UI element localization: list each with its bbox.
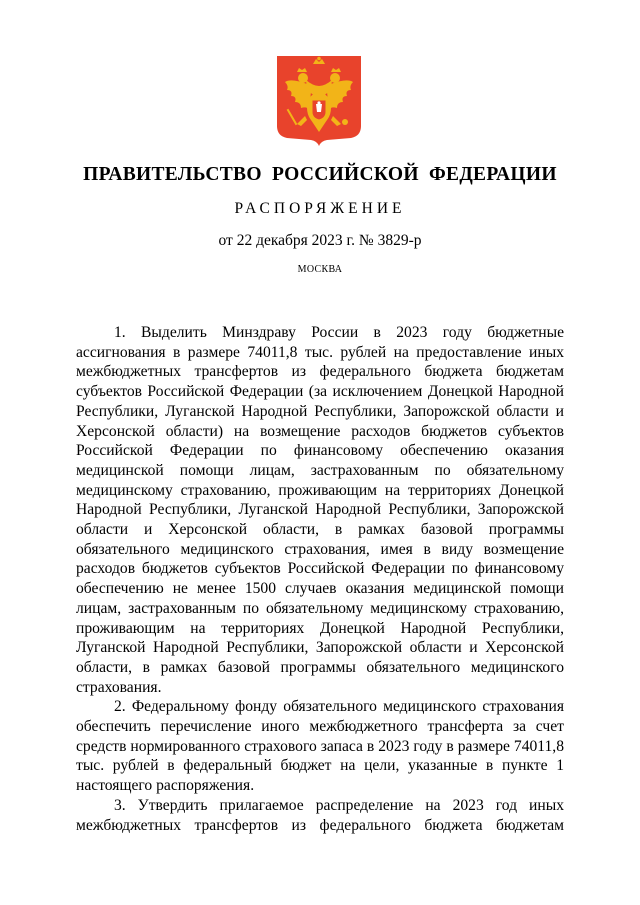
- paragraph-3: 3. Утвердить прилагаемое распределение на 2023 год иных межбюджетных трансфертов из федерального бюджета бюджетам: [76, 796, 564, 834]
- paragraph-2: 2. Федеральному фонду обязательного медицинского страхования обеспечить перечисление иного межбюджетного трансферта за счет средств нормированного страхового запаса в 2023 году в размере 74011,8 тыс. рублей в федеральный бюджет на цели, указанные в пункте 1 настоящего распоряжения.: [76, 698, 564, 795]
- document-date-number: от 22 декабря 2023 г. № 3829-р: [218, 232, 422, 249]
- paragraph-1: 1. Выделить Минздраву России в 2023 году бюджетные ассигнования в размере 74011,8 тыс. рублей на предоставление иных межбюджетных трансфертов из федерального бюджета бюджетам субъектов Российской Федерации (за исключением Донецкой Народной Республики, Луганской Народной Республики, Запорожской области и Херсонской области) на возмещение расходов бюджетов субъектов Российской Федерации по финансовому обеспечению оказания медицинской помощи лицам, застрахованным по обязательному медицинскому страхованию, проживающим на территориях Донецкой Народной Республики, Луганской Народной Республики, Запорожской области и Херсонской области, в рамках базовой программы обязательного медицинского страхования, имея в виду возмещение расходов бюджетов субъектов Российской Федерации по финансовому обеспечению не менее 1500 случаев оказания медицинской помощи лицам, застрахованным по обязательному медицинскому страхованию, проживающим на территориях Донецкой Народной Республики, Луганской Народной Республики, Запорожской области и Херсонской области, в рамках базовой программы обязательного медицинского страхования.: [76, 324, 564, 696]
- government-title: ПРАВИТЕЛЬСТВО РОССИЙСКОЙ ФЕДЕРАЦИИ: [83, 164, 557, 185]
- coat-of-arms-graphic: [275, 56, 363, 146]
- document-body: [76, 323, 564, 835]
- document-type: РАСПОРЯЖЕНИЕ: [234, 200, 406, 217]
- coat-of-arms-icon: [275, 56, 363, 146]
- document-city: МОСКВА: [297, 264, 343, 275]
